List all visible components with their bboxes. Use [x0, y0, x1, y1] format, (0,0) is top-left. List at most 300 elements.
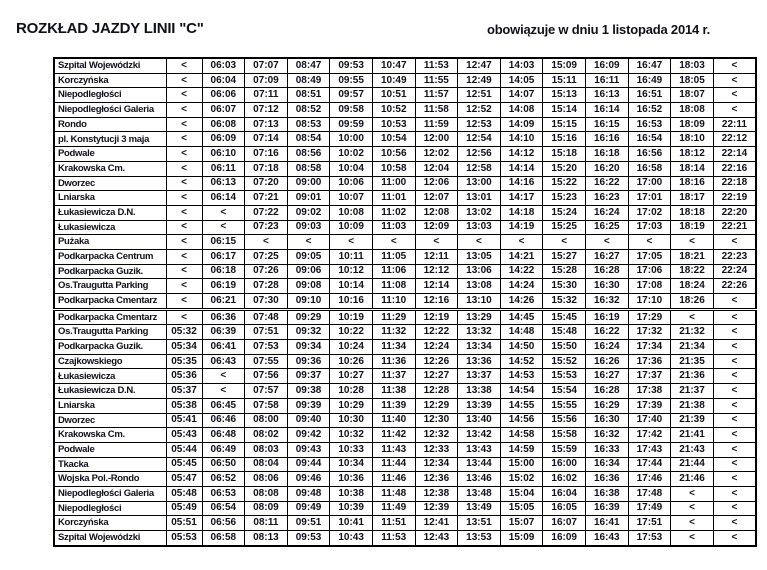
time-cell: 12:27	[415, 369, 458, 384]
time-cell: 05:45	[166, 457, 202, 472]
time-cell: 13:43	[458, 442, 501, 457]
time-cell: 15:55	[543, 398, 586, 413]
time-cell: 12:41	[415, 516, 458, 531]
time-cell: 22:16	[713, 161, 756, 176]
time-cell: 06:49	[202, 442, 245, 457]
no-service-cell: <	[166, 88, 202, 103]
time-cell: 15:18	[543, 147, 586, 162]
time-cell: 06:17	[202, 249, 245, 264]
no-service-cell: <	[543, 235, 586, 250]
time-cell: 22:11	[713, 117, 756, 132]
time-cell: 14:03	[500, 58, 543, 73]
time-cell: 10:51	[372, 88, 415, 103]
time-cell: 13:48	[458, 486, 501, 501]
time-cell: 13:02	[458, 205, 501, 220]
validity-note: obowiązuje w dniu 1 listopada 2014 r.	[486, 22, 710, 37]
time-cell: 05:49	[166, 501, 202, 516]
time-cell: 22:24	[713, 264, 756, 279]
time-cell: 09:51	[287, 516, 330, 531]
time-cell: 17:32	[628, 325, 671, 340]
time-cell: 22:18	[713, 176, 756, 191]
no-service-cell: <	[166, 73, 202, 88]
time-cell: 12:09	[415, 220, 458, 235]
time-cell: 09:53	[330, 58, 373, 73]
time-cell: 16:16	[585, 132, 628, 147]
time-cell: 11:34	[372, 340, 415, 355]
time-cell: 18:22	[671, 264, 714, 279]
no-service-cell: <	[415, 235, 458, 250]
time-cell: 17:34	[628, 340, 671, 355]
time-cell: 16:23	[585, 191, 628, 206]
time-cell: 18:24	[671, 279, 714, 294]
time-cell: 14:12	[500, 147, 543, 162]
no-service-cell: <	[671, 235, 714, 250]
no-service-cell: <	[287, 235, 330, 250]
time-cell: 21:36	[671, 369, 714, 384]
time-cell: 09:44	[287, 457, 330, 472]
time-cell: 17:36	[628, 354, 671, 369]
time-cell: 11:42	[372, 428, 415, 443]
time-cell: 11:59	[415, 117, 458, 132]
stop-name-cell: Podkarpacka Cmentarz	[54, 294, 166, 310]
table-row	[54, 132, 756, 147]
time-cell: 22:21	[713, 220, 756, 235]
time-cell: 14:53	[500, 369, 543, 384]
time-cell: 16:18	[585, 147, 628, 162]
no-service-cell: <	[713, 501, 756, 516]
time-cell: 21:44	[671, 457, 714, 472]
time-cell: 15:32	[543, 294, 586, 310]
table-row	[54, 191, 756, 206]
time-cell: 16:51	[628, 88, 671, 103]
time-cell: 15:16	[543, 132, 586, 147]
time-cell: 06:50	[202, 457, 245, 472]
table-row	[54, 340, 756, 355]
stop-name-cell: Krakowska Cm.	[54, 428, 166, 443]
time-cell: 12:04	[415, 161, 458, 176]
time-cell: 22:20	[713, 205, 756, 220]
time-cell: 10:41	[330, 516, 373, 531]
time-cell: 10:28	[330, 384, 373, 399]
table-row	[54, 176, 756, 191]
time-cell: 10:52	[372, 103, 415, 118]
time-cell: 21:35	[671, 354, 714, 369]
time-cell: 11:06	[372, 264, 415, 279]
no-service-cell: <	[500, 235, 543, 250]
no-service-cell: <	[166, 103, 202, 118]
time-cell: 11:10	[372, 294, 415, 310]
time-cell: 06:48	[202, 428, 245, 443]
time-cell: 13:51	[458, 516, 501, 531]
time-cell: 09:57	[330, 88, 373, 103]
time-cell: 16:41	[585, 516, 628, 531]
stop-name-cell: Os.Traugutta Parking	[54, 325, 166, 340]
time-cell: 16:49	[628, 73, 671, 88]
time-cell: 11:53	[415, 58, 458, 73]
time-cell: 07:55	[245, 354, 288, 369]
time-cell: 06:41	[202, 340, 245, 355]
time-cell: 15:13	[543, 88, 586, 103]
time-cell: 14:19	[500, 220, 543, 235]
time-cell: 07:30	[245, 294, 288, 310]
time-cell: 16:56	[628, 147, 671, 162]
time-cell: 16:24	[585, 205, 628, 220]
time-cell: 09:49	[287, 501, 330, 516]
time-cell: 16:24	[585, 340, 628, 355]
table-row	[54, 354, 756, 369]
time-cell: 09:36	[287, 354, 330, 369]
time-cell: 18:14	[671, 161, 714, 176]
table-row	[54, 58, 756, 73]
stop-name-cell: Lniarska	[54, 398, 166, 413]
time-cell: 12:28	[415, 384, 458, 399]
time-cell: 05:51	[166, 516, 202, 531]
time-cell: 13:06	[458, 264, 501, 279]
page-title: ROZKŁAD JAZDY LINII "C"	[16, 20, 204, 37]
time-cell: 15:23	[543, 191, 586, 206]
time-cell: 10:08	[330, 205, 373, 220]
time-cell: 10:39	[330, 501, 373, 516]
time-cell: 11:00	[372, 176, 415, 191]
time-cell: 13:40	[458, 413, 501, 428]
time-cell: 10:53	[372, 117, 415, 132]
time-cell: 05:44	[166, 442, 202, 457]
time-cell: 11:55	[415, 73, 458, 88]
time-cell: 15:11	[543, 73, 586, 88]
time-cell: 16:07	[543, 516, 586, 531]
time-cell: 09:32	[287, 325, 330, 340]
time-cell: 16:22	[585, 325, 628, 340]
time-cell: 11:05	[372, 249, 415, 264]
no-service-cell: <	[166, 147, 202, 162]
time-cell: 10:29	[330, 398, 373, 413]
time-cell: 06:10	[202, 147, 245, 162]
time-cell: 14:18	[500, 205, 543, 220]
time-cell: 16:20	[585, 161, 628, 176]
table-row	[54, 294, 756, 310]
time-cell: 10:07	[330, 191, 373, 206]
time-cell: 14:24	[500, 279, 543, 294]
time-cell: 17:48	[628, 486, 671, 501]
time-cell: 22:14	[713, 147, 756, 162]
time-cell: 11:44	[372, 457, 415, 472]
table-row	[54, 501, 756, 516]
time-cell: 14:07	[500, 88, 543, 103]
time-cell: 15:28	[543, 264, 586, 279]
no-service-cell: <	[713, 384, 756, 399]
time-cell: 07:20	[245, 176, 288, 191]
time-cell: 10:36	[330, 472, 373, 487]
time-cell: 12:33	[415, 442, 458, 457]
time-cell: 10:22	[330, 325, 373, 340]
time-cell: 13:44	[458, 457, 501, 472]
stop-name-cell: Łukasiewicza D.N.	[54, 384, 166, 399]
time-cell: 11:36	[372, 354, 415, 369]
time-cell: 16:54	[628, 132, 671, 147]
time-cell: 13:38	[458, 384, 501, 399]
time-cell: 17:05	[628, 249, 671, 264]
time-cell: 08:09	[245, 501, 288, 516]
time-cell: 10:49	[372, 73, 415, 88]
time-cell: 06:43	[202, 354, 245, 369]
stop-name-cell: Pużaka	[54, 235, 166, 250]
time-cell: 17:53	[628, 531, 671, 546]
stop-name-cell: Podkarpacka Guzik.	[54, 340, 166, 355]
no-service-cell: <	[166, 309, 202, 325]
time-cell: 16:11	[585, 73, 628, 88]
time-cell: 11:38	[372, 384, 415, 399]
time-cell: 12:11	[415, 249, 458, 264]
time-cell: 15:50	[543, 340, 586, 355]
no-service-cell: <	[166, 235, 202, 250]
no-service-cell: <	[713, 369, 756, 384]
no-service-cell: <	[372, 235, 415, 250]
time-cell: 12:53	[458, 117, 501, 132]
no-service-cell: <	[202, 369, 245, 384]
time-cell: 16:43	[585, 531, 628, 546]
time-cell: 15:14	[543, 103, 586, 118]
time-cell: 06:39	[202, 325, 245, 340]
no-service-cell: <	[671, 531, 714, 546]
time-cell: 06:58	[202, 531, 245, 546]
time-cell: 08:03	[245, 442, 288, 457]
stop-name-cell: Korczyńska	[54, 516, 166, 531]
time-cell: 10:30	[330, 413, 373, 428]
time-cell: 08:06	[245, 472, 288, 487]
time-cell: 10:19	[330, 309, 373, 325]
table-row	[54, 369, 756, 384]
time-cell: 16:02	[543, 472, 586, 487]
time-cell: 09:42	[287, 428, 330, 443]
stop-name-cell: Krakowska Cm.	[54, 161, 166, 176]
time-cell: 08:56	[287, 147, 330, 162]
time-cell: 07:58	[245, 398, 288, 413]
time-cell: 15:09	[500, 531, 543, 546]
time-cell: 18:21	[671, 249, 714, 264]
time-cell: 07:57	[245, 384, 288, 399]
time-cell: 06:36	[202, 309, 245, 325]
time-cell: 16:22	[585, 176, 628, 191]
time-cell: 12:29	[415, 398, 458, 413]
no-service-cell: <	[713, 442, 756, 457]
time-cell: 16:30	[585, 279, 628, 294]
time-cell: 07:25	[245, 249, 288, 264]
no-service-cell: <	[713, 73, 756, 88]
time-cell: 09:29	[287, 309, 330, 325]
time-cell: 10:09	[330, 220, 373, 235]
stop-name-cell: Niepodległości	[54, 88, 166, 103]
time-cell: 21:43	[671, 442, 714, 457]
time-cell: 15:48	[543, 325, 586, 340]
stop-name-cell: pl. Konstytucji 3 maja	[54, 132, 166, 147]
time-cell: 14:58	[500, 428, 543, 443]
table-row	[54, 205, 756, 220]
time-cell: 07:11	[245, 88, 288, 103]
time-cell: 11:48	[372, 486, 415, 501]
table-row	[54, 249, 756, 264]
time-cell: 09:53	[287, 531, 330, 546]
time-cell: 14:50	[500, 340, 543, 355]
time-cell: 18:26	[671, 294, 714, 310]
time-cell: 09:55	[330, 73, 373, 88]
time-cell: 17:37	[628, 369, 671, 384]
time-cell: 07:12	[245, 103, 288, 118]
time-cell: 16:52	[628, 103, 671, 118]
time-cell: 05:38	[166, 398, 202, 413]
time-cell: 16:27	[585, 369, 628, 384]
time-cell: 09:03	[287, 220, 330, 235]
stop-name-cell: Tkacka	[54, 457, 166, 472]
time-cell: 12:08	[415, 205, 458, 220]
stop-name-cell: Szpital Wojewódzki	[54, 58, 166, 73]
time-cell: 16:33	[585, 442, 628, 457]
stop-name-cell: Szpital Wojewódzki	[54, 531, 166, 546]
time-cell: 06:18	[202, 264, 245, 279]
stop-name-cell: Niepodległości	[54, 501, 166, 516]
time-cell: 15:09	[543, 58, 586, 73]
time-cell: 18:07	[671, 88, 714, 103]
no-service-cell: <	[671, 516, 714, 531]
time-cell: 12:43	[415, 531, 458, 546]
time-cell: 09:01	[287, 191, 330, 206]
time-cell: 11:53	[372, 531, 415, 546]
time-cell: 21:37	[671, 384, 714, 399]
time-cell: 11:40	[372, 413, 415, 428]
time-cell: 10:27	[330, 369, 373, 384]
time-cell: 16:36	[585, 472, 628, 487]
time-cell: 07:13	[245, 117, 288, 132]
time-cell: 06:09	[202, 132, 245, 147]
time-cell: 10:43	[330, 531, 373, 546]
no-service-cell: <	[713, 398, 756, 413]
time-cell: 08:47	[287, 58, 330, 73]
no-service-cell: <	[202, 220, 245, 235]
no-service-cell: <	[713, 88, 756, 103]
time-cell: 09:39	[287, 398, 330, 413]
time-cell: 11:01	[372, 191, 415, 206]
time-cell: 15:45	[543, 309, 586, 325]
time-cell: 21:38	[671, 398, 714, 413]
time-cell: 10:32	[330, 428, 373, 443]
no-service-cell: <	[671, 309, 714, 325]
time-cell: 13:46	[458, 472, 501, 487]
no-service-cell: <	[713, 294, 756, 310]
time-cell: 10:11	[330, 249, 373, 264]
time-cell: 06:19	[202, 279, 245, 294]
stop-name-cell: Dworzec	[54, 176, 166, 191]
stop-name-cell: Podkarpacka Guzik.	[54, 264, 166, 279]
time-cell: 09:58	[330, 103, 373, 118]
time-cell: 15:22	[543, 176, 586, 191]
time-cell: 18:08	[671, 103, 714, 118]
time-cell: 10:26	[330, 354, 373, 369]
time-cell: 05:34	[166, 340, 202, 355]
stop-name-cell: Podkarpacka Centrum	[54, 249, 166, 264]
time-cell: 12:47	[458, 58, 501, 73]
time-cell: 12:12	[415, 264, 458, 279]
time-cell: 17:02	[628, 205, 671, 220]
time-cell: 18:10	[671, 132, 714, 147]
time-cell: 16:13	[585, 88, 628, 103]
no-service-cell: <	[166, 205, 202, 220]
time-cell: 17:38	[628, 384, 671, 399]
time-cell: 12:19	[415, 309, 458, 325]
time-cell: 12:49	[458, 73, 501, 88]
table-row	[54, 117, 756, 132]
no-service-cell: <	[458, 235, 501, 250]
time-cell: 06:13	[202, 176, 245, 191]
no-service-cell: <	[713, 58, 756, 73]
time-cell: 14:54	[500, 384, 543, 399]
stop-name-cell: Os.Traugutta Parking	[54, 279, 166, 294]
time-cell: 06:08	[202, 117, 245, 132]
no-service-cell: <	[166, 249, 202, 264]
time-cell: 11:57	[415, 88, 458, 103]
time-cell: 06:15	[202, 235, 245, 250]
table-row	[54, 472, 756, 487]
time-cell: 22:26	[713, 279, 756, 294]
no-service-cell: <	[671, 501, 714, 516]
table-row	[54, 279, 756, 294]
no-service-cell: <	[713, 340, 756, 355]
time-cell: 08:53	[287, 117, 330, 132]
stop-name-cell: Łukasiewicza	[54, 369, 166, 384]
time-cell: 11:37	[372, 369, 415, 384]
time-cell: 16:15	[585, 117, 628, 132]
time-cell: 15:05	[500, 501, 543, 516]
stop-name-cell: Łukasiewicza D.N.	[54, 205, 166, 220]
no-service-cell: <	[713, 235, 756, 250]
time-cell: 09:06	[287, 264, 330, 279]
time-cell: 14:59	[500, 442, 543, 457]
time-cell: 08:11	[245, 516, 288, 531]
time-cell: 11:32	[372, 325, 415, 340]
time-cell: 12:00	[415, 132, 458, 147]
time-cell: 11:02	[372, 205, 415, 220]
no-service-cell: <	[628, 235, 671, 250]
time-cell: 06:56	[202, 516, 245, 531]
time-cell: 08:58	[287, 161, 330, 176]
time-cell: 16:32	[585, 428, 628, 443]
time-cell: 11:51	[372, 516, 415, 531]
table-row	[54, 264, 756, 279]
no-service-cell: <	[713, 309, 756, 325]
time-cell: 12:34	[415, 457, 458, 472]
time-cell: 14:05	[500, 73, 543, 88]
no-service-cell: <	[202, 384, 245, 399]
no-service-cell: <	[166, 58, 202, 73]
time-cell: 08:49	[287, 73, 330, 88]
time-cell: 17:00	[628, 176, 671, 191]
time-cell: 15:24	[543, 205, 586, 220]
stop-name-cell: Łukasiewicza	[54, 220, 166, 235]
no-service-cell: <	[166, 176, 202, 191]
time-cell: 16:27	[585, 249, 628, 264]
time-cell: 16:53	[628, 117, 671, 132]
time-cell: 18:18	[671, 205, 714, 220]
time-cell: 14:55	[500, 398, 543, 413]
no-service-cell: <	[166, 132, 202, 147]
time-cell: 13:49	[458, 501, 501, 516]
time-cell: 14:08	[500, 103, 543, 118]
time-cell: 05:37	[166, 384, 202, 399]
time-cell: 14:16	[500, 176, 543, 191]
no-service-cell: <	[166, 191, 202, 206]
time-cell: 13:39	[458, 398, 501, 413]
time-cell: 12:54	[458, 132, 501, 147]
table-row	[54, 161, 756, 176]
time-cell: 05:47	[166, 472, 202, 487]
